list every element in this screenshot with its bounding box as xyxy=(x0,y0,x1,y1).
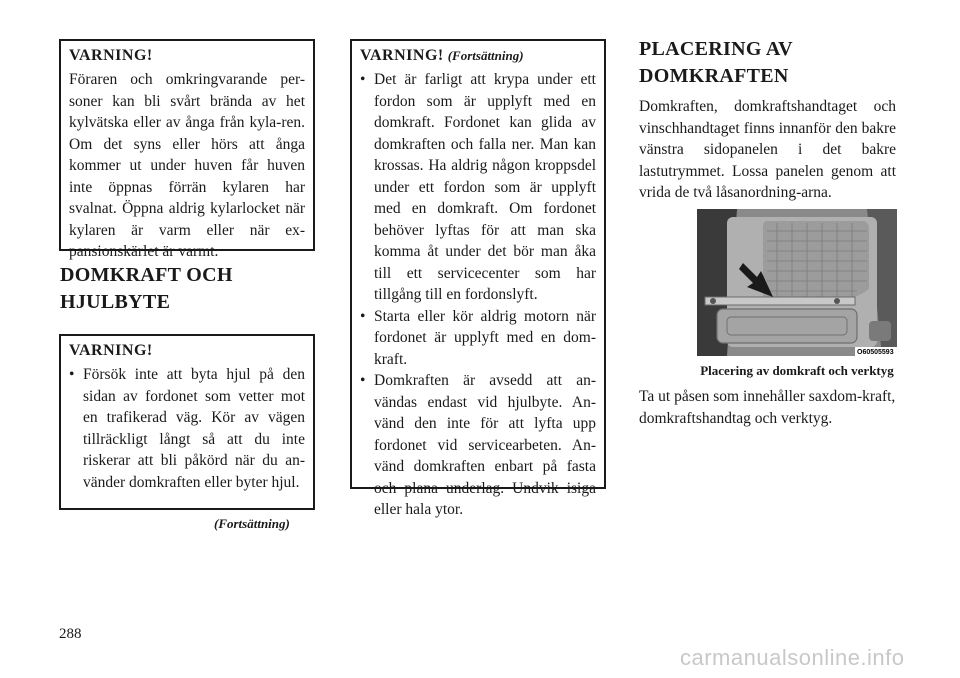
photo-caption: Placering av domkraft och verktyg xyxy=(700,363,894,378)
warning-title: VARNING! xyxy=(69,47,153,64)
warning-title: VARNING! xyxy=(69,342,153,359)
placement-heading-line1: PLACERING AV xyxy=(639,38,793,60)
placement-intro: Domkraften, domkraftshandtaget och vinschhandtaget finns innanför den bakre vänstra sidopanelen i det bakre lastutrymmet. Lossa panelen genom att vrida de två låsanordning-arna. xyxy=(639,98,896,201)
warning-box-coolant xyxy=(59,39,315,260)
warning-text: Föraren och omkringvarande per-soner kan bli svårt brända av het kylvätska eller av ånga från kyla-ren. Om det syns eller hörs att ånga kommer ut under huven får huven inte öppnas förrän kylaren har svalnat. Öppna aldrig kylarlocket när kylaren är varm eller när ex-pansionskärlet är varmt. xyxy=(69,71,305,260)
warning-bullets xyxy=(69,364,305,493)
warning-box-wheel-change xyxy=(59,334,315,510)
page-number: 288 xyxy=(59,626,82,642)
watermark: carmanualsonline.info xyxy=(680,645,905,670)
warning-box-jack xyxy=(350,39,606,518)
warning-continuation: (Fortsättning) xyxy=(447,48,524,63)
warning-bullets xyxy=(360,69,596,521)
warning-bullet: • Det är farligt att krypa under ett fordon som är upplyft med en domkraft. Fordonet kan glida av domkraften och falla ner. Man kan krossas. Ha aldrig någon kroppsdel under ett fordon som är upplyft med en domkraft. Om fordonet behöver lyftas för att man ska komma åt under det bör man åka till ett servicecenter som har tillgång till en fordonslyft. xyxy=(360,71,596,303)
jack-location-photo xyxy=(697,209,897,356)
section-heading-line2: HJULBYTE xyxy=(60,291,171,313)
warning-bullet: • Domkraften är avsedd att an-vändas endast vid hjulbyte. An-vänd den inte för att lyfta upp fordonet vid servicearbeten. An-vänd domkraften enbart på fasta och plana underlag. Undvik isiga eller hala ytor. xyxy=(360,372,596,518)
section-heading-line1: DOMKRAFT OCH xyxy=(60,264,233,286)
photo-code: O60505593 xyxy=(857,349,894,356)
placement-heading-line2: DOMKRAFTEN xyxy=(639,65,789,87)
placement-after-text: Ta ut påsen som innehåller saxdom-kraft, domkraftshandtag och verktyg. xyxy=(639,388,896,427)
warning-bullet: • Försök inte att byta hjul på den sidan av fordonet som vetter mot en trafikerad väg. Kör av vägen tillräckligt långt så att du inte riskerar att bli påkörd när du an-vänder domkraften eller byter hjul. xyxy=(69,366,305,491)
warning-title: VARNING! (Fortsättning) xyxy=(360,47,524,64)
placement-heading xyxy=(639,36,793,90)
continued-note: (Fortsättning) xyxy=(214,516,290,531)
section-heading xyxy=(60,262,233,316)
warning-bullet: • Starta eller kör aldrig motorn när fordonet är upplyft med en dom-kraft. xyxy=(360,307,596,368)
